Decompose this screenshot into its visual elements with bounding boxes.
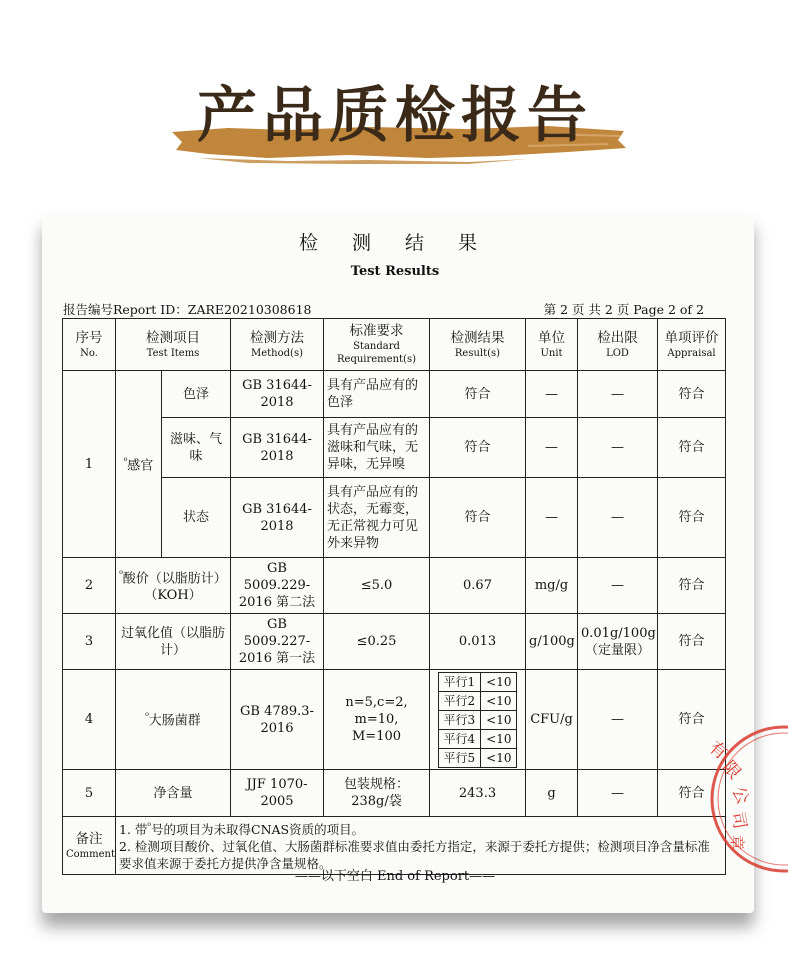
group-sensory: $^{^0}$感官 xyxy=(116,371,162,558)
result: 0.67 xyxy=(430,558,526,614)
appraisal: 符合 xyxy=(658,770,726,817)
method: GB 4789.3-2016 xyxy=(231,670,324,770)
parallel-row: 平行2 <10 xyxy=(438,691,517,710)
header-method: 检测方法 Method(s) xyxy=(231,319,324,371)
table-row xyxy=(63,670,726,770)
end-of-report: ——以下空白 End of Report—— xyxy=(294,869,496,884)
header-no: 序号 No. xyxy=(63,319,116,371)
report-title-cn: 检 测 结 果 xyxy=(298,232,492,254)
header-standard: 标准要求 Standard Requirement(s) xyxy=(324,319,430,371)
standard: n=5,c=2, m=10, M=100 xyxy=(324,670,430,770)
unit: — xyxy=(526,418,578,478)
table-row xyxy=(63,614,726,670)
row-no: 2 xyxy=(63,558,116,614)
appraisal: 符合 xyxy=(658,670,726,770)
method: GB 31644-2018 xyxy=(231,418,324,478)
appraisal: 符合 xyxy=(658,418,726,478)
lod: — xyxy=(578,418,658,478)
table-row xyxy=(63,558,726,614)
appraisal: 符合 xyxy=(658,614,726,670)
header-lod: 检出限 LOD xyxy=(578,319,658,371)
svg-text:有: 有 xyxy=(704,737,731,764)
item-name: $^{^0}$酸价（以脂肪计）（KOH） xyxy=(116,558,231,614)
remarks-label: 备注 Comment xyxy=(63,817,116,875)
header-row xyxy=(63,319,726,371)
unit: — xyxy=(526,478,578,558)
lod: — xyxy=(578,558,658,614)
item-name: 色泽 xyxy=(162,371,231,418)
method: GB 31644-2018 xyxy=(231,478,324,558)
appraisal: 符合 xyxy=(658,478,726,558)
result: 符合 xyxy=(430,371,526,418)
item-name: 滋味、气味 xyxy=(162,418,231,478)
standard: 具有产品应有的色泽 xyxy=(324,371,430,418)
header-appraisal: 单项评价 Appraisal xyxy=(658,319,726,371)
item-name: $^{^0}$大肠菌群 xyxy=(116,670,231,770)
table-row xyxy=(63,770,726,817)
standard: 具有产品应有的滋味和气味，无异味，无异嗅 xyxy=(324,418,430,478)
svg-text:公: 公 xyxy=(727,783,753,808)
lod: — xyxy=(578,371,658,418)
standard: ≤0.25 xyxy=(324,614,430,670)
item-name: 状态 xyxy=(162,478,231,558)
method: JJF 1070-2005 xyxy=(231,770,324,817)
row-no: 1 xyxy=(63,371,116,558)
header-result: 检测结果 Result(s) xyxy=(430,319,526,371)
lod: — xyxy=(578,770,658,817)
table-row xyxy=(63,371,726,418)
unit: CFU/g xyxy=(526,670,578,770)
report-id: 报告编号Report ID：ZARE20210308618 xyxy=(63,302,312,317)
parallel-row: 平行4 <10 xyxy=(438,729,517,748)
svg-text:限: 限 xyxy=(718,757,745,784)
header-unit: 单位 Unit xyxy=(526,319,578,371)
report-title-en: Test Results xyxy=(350,264,440,279)
result: 符合 xyxy=(430,478,526,558)
parallel-row: 平行5 <10 xyxy=(438,748,517,767)
unit: g/100g xyxy=(526,614,578,670)
method: GB 5009.227-2016 第一法 xyxy=(231,614,324,670)
header-items: 检测项目 Test Items xyxy=(116,319,231,371)
unit: — xyxy=(526,371,578,418)
result: 0.013 xyxy=(430,614,526,670)
appraisal: 符合 xyxy=(658,371,726,418)
row-no: 5 xyxy=(63,770,116,817)
page-title: 产品质检报告 xyxy=(197,81,593,151)
company-seal xyxy=(688,715,788,885)
svg-text:章: 章 xyxy=(728,835,746,851)
standard: 包装规格：238g/袋 xyxy=(324,770,430,817)
result xyxy=(430,670,526,770)
results-table xyxy=(62,318,726,875)
lod: — xyxy=(578,478,658,558)
lod: 0.01g/100g（定量限） xyxy=(578,614,658,670)
banner xyxy=(0,0,790,200)
page-info: 第 2 页 共 2 页 Page 2 of 2 xyxy=(543,302,704,317)
remarks-text: 1. 带$^{^0}$号的项目为未取得CNAS资质的项目。 2. 检测项目酸价、过氧化值、大肠菌群标准要求值由委托方指定，来源于委托方提供；检测项目净含量标准要求值来源于委托方提供净含量规格。 xyxy=(116,817,726,875)
result: 符合 xyxy=(430,418,526,478)
row-no: 3 xyxy=(63,614,116,670)
method: GB 5009.229-2016 第二法 xyxy=(231,558,324,614)
row-no: 4 xyxy=(63,670,116,770)
method: GB 31644-2018 xyxy=(231,371,324,418)
lod: — xyxy=(578,670,658,770)
table-row xyxy=(63,418,726,478)
item-name: 过氧化值（以脂肪计） xyxy=(116,614,231,670)
standard: ≤5.0 xyxy=(324,558,430,614)
unit: g xyxy=(526,770,578,817)
table-row xyxy=(63,478,726,558)
parallel-results xyxy=(438,672,518,768)
unit: mg/g xyxy=(526,558,578,614)
appraisal: 符合 xyxy=(658,558,726,614)
parallel-row: 平行1 <10 xyxy=(438,672,517,691)
standard: 具有产品应有的状态，无霉变，无正常视力可见外来异物 xyxy=(324,478,430,558)
item-name: 净含量 xyxy=(116,770,231,817)
svg-text:司: 司 xyxy=(727,810,750,831)
parallel-row: 平行3 <10 xyxy=(438,710,517,729)
result: 243.3 xyxy=(430,770,526,817)
